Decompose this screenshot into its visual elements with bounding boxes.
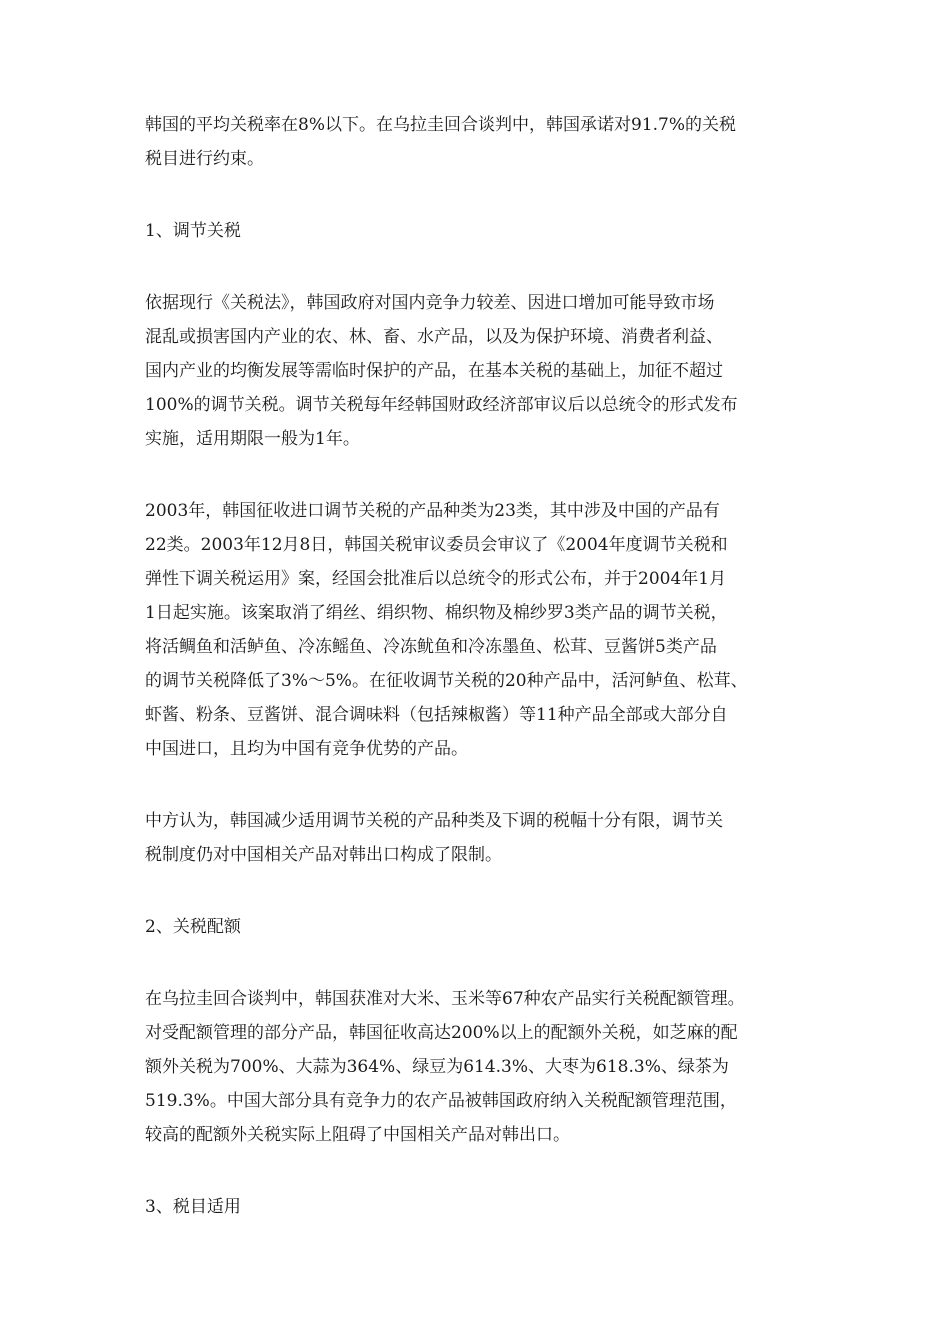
text-line: 税制度仍对中国相关产品对韩出口构成了限制。 bbox=[145, 845, 502, 865]
section-heading-tariff-quota: 2、关税配额 bbox=[145, 917, 241, 937]
text-line: 对受配额管理的部分产品，韩国征收高达200%以上的配额外关税，如芝麻的配 bbox=[145, 1023, 738, 1043]
text-line: 2003年，韩国征收进口调节关税的产品种类为23类，其中涉及中国的产品有 bbox=[145, 501, 720, 521]
text-line: 弹性下调关税运用》案，经国会批准后以总统令的形式公布，并于2004年1月 bbox=[145, 569, 727, 589]
paragraph-2003-adjustment bbox=[145, 494, 815, 766]
text-line: 的调节关税降低了3%～5%。在征收调节关税的20种产品中，活河鲈鱼、松茸、 bbox=[145, 671, 748, 691]
document-body bbox=[145, 108, 815, 1224]
text-line: 额外关税为700%、大蒜为364%、绿豆为614.3%、大枣为618.3%、绿茶为 bbox=[145, 1057, 729, 1077]
paragraph-chinese-view bbox=[145, 804, 815, 872]
text-line: 中国进口，且均为中国有竞争优势的产品。 bbox=[145, 739, 468, 759]
text-line: 税目进行约束。 bbox=[145, 149, 264, 169]
text-line: 国内产业的均衡发展等需临时保护的产品，在基本关税的基础上，加征不超过 bbox=[145, 361, 723, 381]
text-line: 虾酱、粉条、豆酱饼、混合调味料（包括辣椒酱）等11种产品全部或大部分自 bbox=[145, 705, 728, 725]
text-line: 混乱或损害国内产业的农、林、畜、水产品，以及为保护环境、消费者利益、 bbox=[145, 327, 723, 347]
text-line: 100%的调节关税。调节关税每年经韩国财政经济部审议后以总统令的形式发布 bbox=[145, 395, 738, 415]
paragraph-average-tariff bbox=[145, 108, 815, 176]
text-line: 较高的配额外关税实际上阻碍了中国相关产品对韩出口。 bbox=[145, 1125, 570, 1145]
text-line: 实施，适用期限一般为1年。 bbox=[145, 429, 360, 449]
text-line: 22类。2003年12月8日，韩国关税审议委员会审议了《2004年度调节关税和 bbox=[145, 535, 728, 555]
section-heading-adjustment-tariff: 1、调节关税 bbox=[145, 221, 241, 241]
section-heading-tariff-items: 3、税目适用 bbox=[145, 1197, 241, 1217]
text-line: 在乌拉圭回合谈判中，韩国获准对大米、玉米等67种农产品实行关税配额管理。 bbox=[145, 989, 745, 1009]
text-line: 中方认为，韩国减少适用调节关税的产品种类及下调的税幅十分有限，调节关 bbox=[145, 811, 723, 831]
text-line: 519.3%。中国大部分具有竞争力的农产品被韩国政府纳入关税配额管理范围， bbox=[145, 1091, 737, 1111]
text-line: 1日起实施。该案取消了绢丝、绢织物、棉织物及棉纱罗3类产品的调节关税， bbox=[145, 603, 728, 623]
paragraph-tariff-quota bbox=[145, 982, 815, 1152]
text-line: 将活鲷鱼和活鲈鱼、冷冻鳐鱼、冷冻鱿鱼和冷冻墨鱼、松茸、豆酱饼5类产品 bbox=[145, 637, 717, 657]
text-line: 韩国的平均关税率在8%以下。在乌拉圭回合谈判中，韩国承诺对91.7%的关税 bbox=[145, 115, 736, 135]
text-line: 依据现行《关税法》，韩国政府对国内竞争力较差、因进口增加可能导致市场 bbox=[145, 293, 715, 313]
paragraph-customs-law bbox=[145, 286, 815, 456]
